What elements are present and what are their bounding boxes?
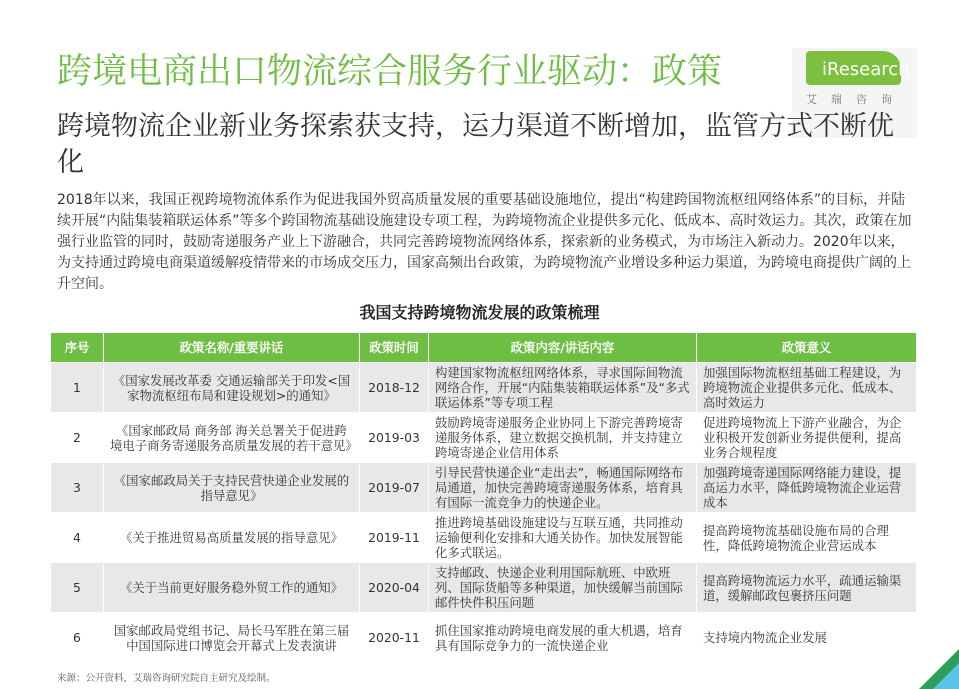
row-number: 2 — [51, 413, 104, 463]
policy-date: 2020-11 — [360, 613, 429, 663]
policy-meaning: 促进跨境物流上下游产业融合，为企业积极开发创新业务提供便利，提高业务合规程度 — [697, 413, 917, 463]
policy-date: 2019-03 — [360, 413, 429, 463]
header-no: 序号 — [51, 333, 104, 363]
policy-date: 2018-12 — [360, 363, 429, 413]
table-row — [51, 413, 917, 463]
row-number: 5 — [51, 563, 104, 613]
header-date: 政策时间 — [360, 333, 429, 363]
policy-meaning: 提高跨境物流基础设施布局的合理性，降低跨境物流企业营运成本 — [697, 513, 917, 563]
table-header-row — [51, 333, 917, 363]
header-content: 政策内容/讲话内容 — [429, 333, 697, 363]
policy-content: 抓住国家推动跨境电商发展的重大机遇，培育具有国际竞争力的一流快递企业 — [429, 613, 697, 663]
policy-name: 《国家邮政局 商务部 海关总署关于促进跨境电子商务寄递服务高质量发展的若干意见》 — [104, 413, 360, 463]
logo-subtext: 艾瑞咨询 — [806, 93, 906, 106]
row-number: 6 — [51, 613, 104, 663]
table-row — [51, 563, 917, 613]
header-name: 政策名称/重要讲话 — [104, 333, 360, 363]
page-subtitle: 跨境物流企业新业务探索获支持，运力渠道不断增加，监管方式不断优化 — [57, 111, 894, 178]
row-number: 1 — [51, 363, 104, 413]
row-number: 4 — [51, 513, 104, 563]
policy-content: 推进跨境基础设施建设与互联互通，共同推动运输便利化安排和大通关协作。加快发展智能化多式联运。 — [429, 513, 697, 563]
page-title: 跨境电商出口物流综合服务行业驱动：政策 — [57, 52, 723, 92]
policy-name: 国家邮政局党组书记、局长马军胜在第三届中国国际进口博览会开幕式上发表演讲 — [104, 613, 360, 663]
policy-table — [50, 332, 917, 663]
policy-name: 《关于当前更好服务稳外贸工作的通知》 — [104, 563, 360, 613]
table-row — [51, 613, 917, 663]
table-row — [51, 363, 917, 413]
table-row — [51, 463, 917, 513]
row-number: 3 — [51, 463, 104, 513]
policy-meaning: 提高跨境物流运力水平，疏通运输渠道，缓解邮政包裹挤压问题 — [697, 563, 917, 613]
table-row — [51, 513, 917, 563]
policy-meaning: 加强国际物流枢纽基础工程建设，为跨境物流企业提供多元化、低成本、高时效运力 — [697, 363, 917, 413]
header-meaning: 政策意义 — [697, 333, 917, 363]
policy-content: 引导民营快递企业“走出去”，畅通国际网络布局通道，加快完善跨境寄递服务体系，培育具有国际一流竞争力的快递企业。 — [429, 463, 697, 513]
corner-decoration-icon — [919, 649, 959, 689]
policy-date: 2020-04 — [360, 563, 429, 613]
source-note: 来源：公开资料，艾瑞咨询研究院自主研究及绘制。 — [57, 673, 276, 684]
policy-meaning: 支持境内物流企业发展 — [697, 613, 917, 663]
policy-name: 《国家发展改革委 交通运输部关于印发<国家物流枢纽布局和建设规划>的通知》 — [104, 363, 360, 413]
policy-meaning: 加强跨境寄递国际网络能力建设，提高运力水平，降低跨境物流企业运营成本 — [697, 463, 917, 513]
table-title: 我国支持跨境物流发展的政策梳理 — [359, 303, 600, 322]
policy-date: 2019-07 — [360, 463, 429, 513]
policy-name: 《国家邮政局关于支持民营快递企业发展的指导意见》 — [104, 463, 360, 513]
policy-name: 《关于推进贸易高质量发展的指导意见》 — [104, 513, 360, 563]
intro-paragraph: 2018年以来，我国正视跨境物流体系作为促进我国外贸高质量发展的重要基础设施地位，提出“构建跨国物流枢纽网络体系”的目标，并陆续开展“内陆集装箱联运体系”等多个跨国物流基础设施建设专项工程，为跨境物流企业提供多元化、低成本、高时效运力。其次，政策在加强行业监管的同时，鼓励寄递服务产业上下游融合，共同完善跨境物流网络体系，探索新的业务模式，为市场注入新动力。2020年以来，为支持通过跨境电商渠道缓解疫情带来的市场成交压力，国家高频出台政策，为跨境物流产业增设多种运力渠道，为跨境电商提供广阔的上升空间。 — [57, 192, 912, 292]
policy-content: 鼓励跨境寄递服务企业协同上下游完善跨境寄递服务体系，建立数据交换机制，并支持建立跨境寄递企业信用体系 — [429, 413, 697, 463]
policy-date: 2019-11 — [360, 513, 429, 563]
logo-badge — [806, 51, 910, 85]
logo-text: iResearch — [822, 59, 910, 80]
policy-content: 支持邮政、快递企业利用国际航班、中欧班列、国际货船等多种渠道，加快缓解当前国际邮件快件积压问题 — [429, 563, 697, 613]
policy-content: 构建国家物流枢纽网络体系，寻求国际间物流网络合作，开展“内陆集装箱联运体系”及“多式联运体系”等专项工程 — [429, 363, 697, 413]
